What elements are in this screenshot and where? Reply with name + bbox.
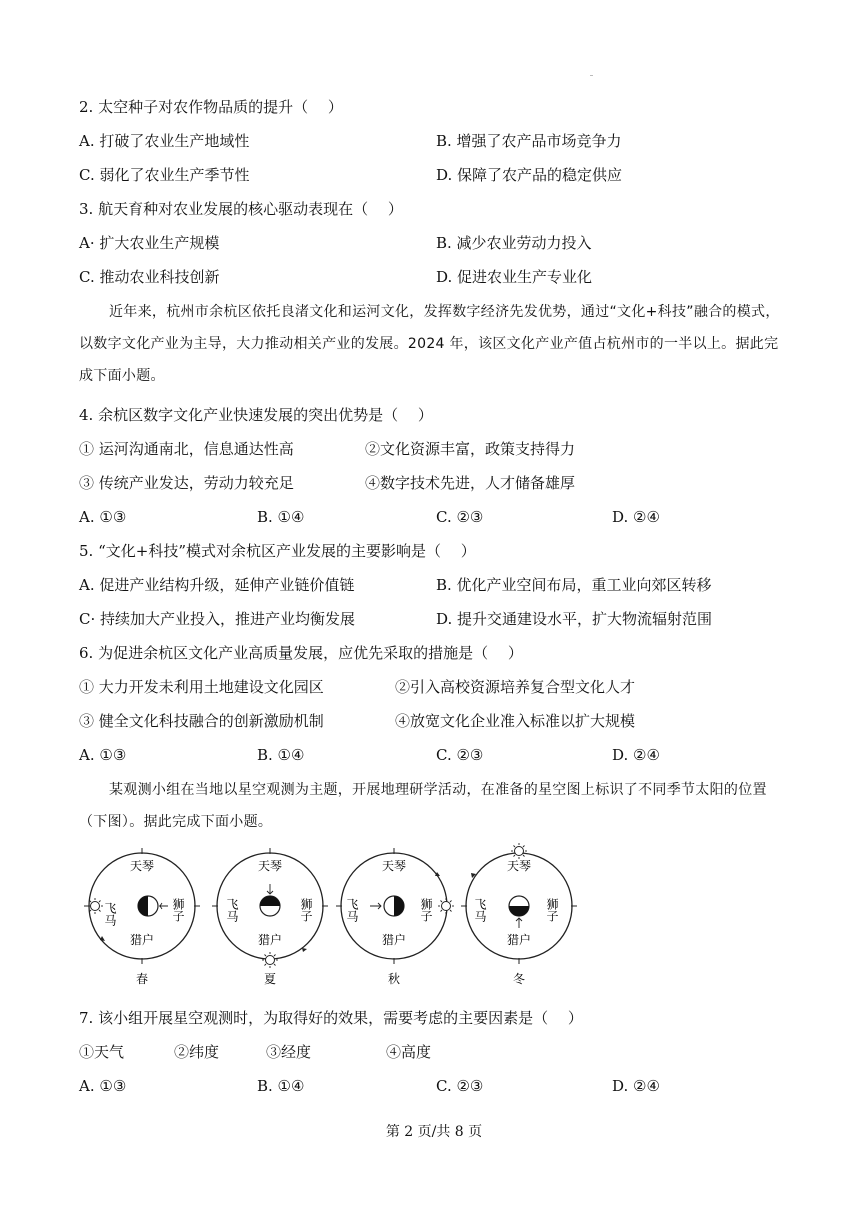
star-chart-winter — [461, 843, 577, 986]
label-lyra: 天琴 — [129, 859, 155, 873]
q7-option-d: D. ②④ — [612, 1077, 660, 1095]
q6-stem: 6. 为促进余杭区文化产业高质量发展，应优先采取的措施是（ ） — [79, 644, 523, 662]
q2-option-c: C. 弱化了农业生产季节性 — [79, 166, 250, 184]
q4-statement-4: ④数字技术先进，人才储备雄厚 — [365, 474, 576, 492]
sun-icon — [438, 898, 454, 914]
q7-stem: 7. 该小组开展星空观测时，为取得好的效果，需要考虑的主要因素是（ ） — [79, 1009, 583, 1027]
q4-option-b: B. ①④ — [257, 508, 305, 526]
q6-statement-4: ④放宽文化企业准入标准以扩大规模 — [395, 712, 636, 730]
passage-yuhang: 近年来，杭州市余杭区依托良渚文化和运河文化，发挥数字经济先发优势，通过“文化+科技”融合的模式，以数字文化产业为主导，大力推动相关产业的发展。2024 年，该区文化产业产值占杭州市的一半以上。据此完成下面小题。 — [79, 304, 780, 384]
q4-statement-2: ②文化资源丰富，政策支持得力 — [365, 440, 576, 458]
q5-option-b: B. 优化产业空间布局，重工业向郊区转移 — [436, 576, 712, 594]
label-leo: 狮子 — [299, 898, 313, 922]
q4-statement-3: ③ 传统产业发达，劳动力较充足 — [79, 474, 294, 492]
q4-statement-1: ① 运河沟通南北，信息通达性高 — [79, 440, 294, 458]
q6-statement-1: ① 大力开发未利用土地建设文化园区 — [79, 678, 324, 696]
q3-option-d: D. 促进农业生产专业化 — [436, 268, 593, 286]
q3-option-c: C. 推动农业科技创新 — [79, 268, 220, 286]
q6-option-b: B. ①④ — [257, 746, 305, 764]
q7-option-c: C. ②③ — [436, 1077, 484, 1095]
label-orion: 猎户 — [129, 933, 155, 947]
star-chart-summer — [212, 848, 328, 986]
q5-option-a: A. 促进产业结构升级，延伸产业链价值链 — [79, 576, 355, 594]
q7-statement-1: ①天气 — [79, 1043, 125, 1061]
q6-option-a: A. ①③ — [79, 746, 127, 764]
q2-option-b: B. 增强了农产品市场竞争力 — [436, 132, 622, 150]
label-orion: 猎户 — [381, 933, 407, 947]
q6-statement-2: ②引入高校资源培养复合型文化人才 — [395, 678, 636, 696]
q2-option-a: A. 打破了农业生产地域性 — [79, 132, 250, 150]
label-leo: 狮子 — [419, 898, 433, 922]
q3-option-b: B. 减少农业劳动力投入 — [436, 234, 592, 252]
q4-option-c: C. ②③ — [436, 508, 484, 526]
q3-option-a: A· 扩大农业生产规模 — [79, 234, 220, 252]
q7-option-b: B. ①④ — [257, 1077, 305, 1095]
label-pegasus: 飞马 — [103, 902, 117, 926]
label-pegasus: 飞马 — [345, 898, 359, 922]
q5-option-d: D. 提升交通建设水平，扩大物流辐射范围 — [436, 610, 713, 628]
sun-icon — [511, 843, 527, 859]
season-label: 夏 — [263, 972, 277, 986]
sun-icon — [262, 952, 278, 968]
passage-star-observation: 某观测小组在当地以星空观测为主题，开展地理研学活动，在准备的星空图上标识了不同季节太阳的位置（下图）。据此完成下面小题。 — [79, 782, 767, 830]
scan-mark — [590, 75, 593, 76]
page-number: 第 2 页/共 8 页 — [385, 1124, 483, 1140]
q5-stem: 5. “文化+科技”模式对余杭区产业发展的主要影响是（ ） — [79, 542, 476, 560]
q4-option-a: A. ①③ — [79, 508, 127, 526]
season-label: 秋 — [387, 972, 401, 986]
q5-option-c: C· 持续加大产业投入，推进产业均衡发展 — [79, 610, 356, 628]
q7-statement-3: ③经度 — [266, 1043, 312, 1061]
label-lyra: 天琴 — [257, 859, 283, 873]
q2-stem: 2. 太空种子对农作物品质的提升（ ） — [79, 98, 343, 116]
q7-statement-2: ②纬度 — [174, 1043, 220, 1061]
q3-stem: 3. 航天育种对农业发展的核心驱动表现在（ ） — [79, 200, 403, 218]
q6-option-d: D. ②④ — [612, 746, 660, 764]
label-pegasus: 飞马 — [473, 898, 487, 922]
q4-stem: 4. 余杭区数字文化产业快速发展的突出优势是（ ） — [79, 406, 433, 424]
season-label: 春 — [135, 972, 149, 986]
label-lyra: 天琴 — [381, 859, 407, 873]
season-label: 冬 — [512, 972, 526, 986]
star-chart-figure — [82, 840, 582, 990]
q4-option-d: D. ②④ — [612, 508, 660, 526]
q7-option-a: A. ①③ — [79, 1077, 127, 1095]
q7-statement-4: ④高度 — [386, 1043, 432, 1061]
q2-option-d: D. 保障了农产品的稳定供应 — [436, 166, 623, 184]
q6-option-c: C. ②③ — [436, 746, 484, 764]
label-lyra: 天琴 — [506, 859, 532, 873]
label-leo: 狮子 — [171, 898, 185, 922]
label-orion: 猎户 — [257, 933, 283, 947]
star-chart-autumn — [336, 848, 454, 986]
star-chart-spring — [84, 848, 200, 986]
label-leo: 狮子 — [545, 898, 559, 922]
label-orion: 猎户 — [506, 933, 532, 947]
label-pegasus: 飞马 — [225, 898, 239, 922]
q6-statement-3: ③ 健全文化科技融合的创新激励机制 — [79, 712, 324, 730]
